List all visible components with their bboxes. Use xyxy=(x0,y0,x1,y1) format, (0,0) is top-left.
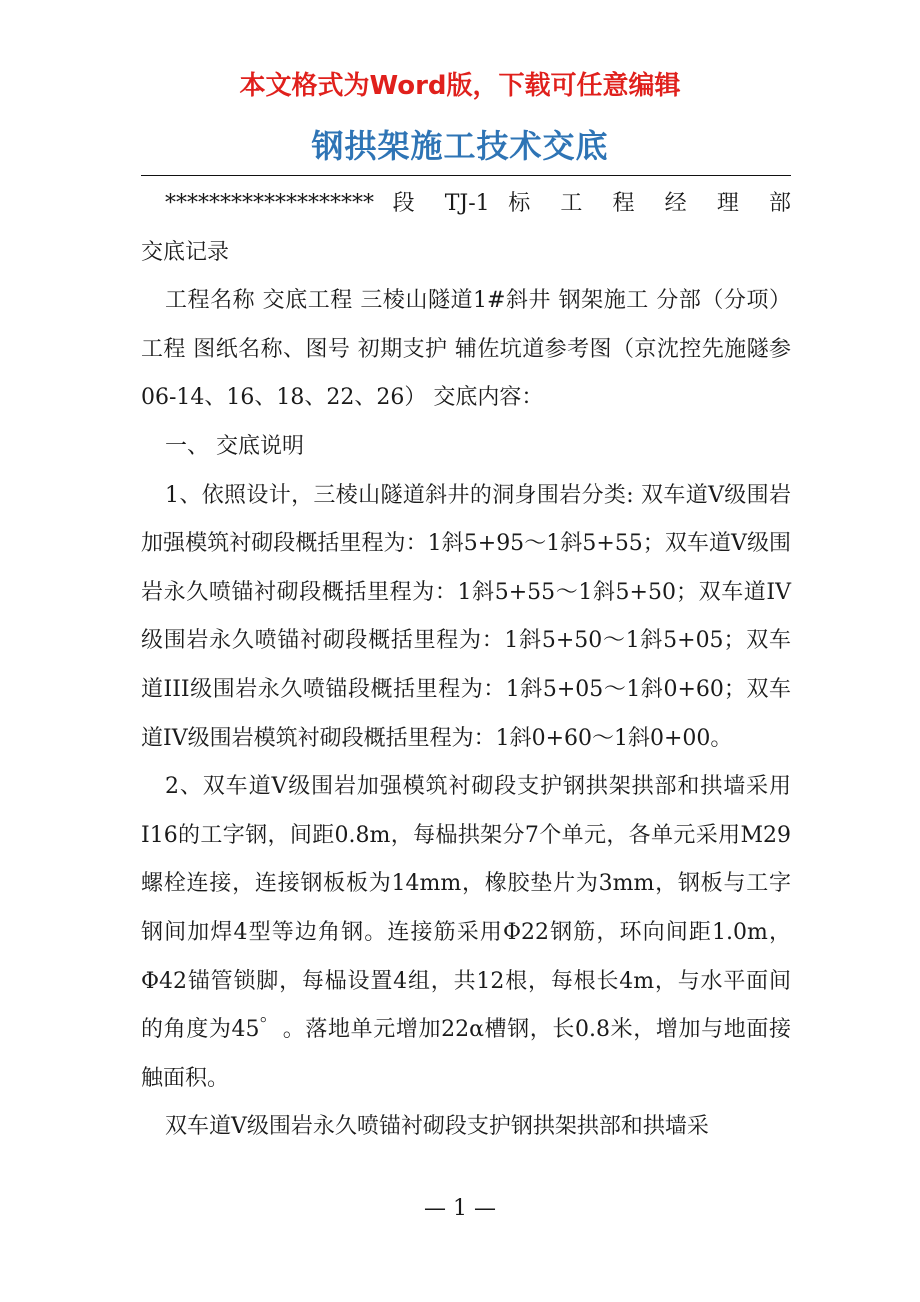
page-number: — 1 — xyxy=(424,1196,496,1221)
title-divider xyxy=(141,175,791,176)
paragraph-1: 1、依照设计，三棱山隧道斜井的洞身围岩分类: 双车道V级围岩加强模筑衬砌段概括里程为：1斜5+95～1斜5+55；双车道V级围岩永久喷锚衬砌段概括里程为：1斜5+55～1斜5+50；双车道IV级围岩永久喷锚衬砌段概括里程为：1斜5+50～1斜5+05；双车道III级围岩永久喷锚段概括里程为：1斜5+05～1斜0+60；双车道IV级围岩模筑衬砌段概括里程为：1斜0+60～1斜0+00。 xyxy=(141,482,791,751)
header-line-2: 交底记录 xyxy=(141,239,230,265)
paragraph-3: 双车道Ⅴ级围岩永久喷锚衬砌段支护钢拱架拱部和拱墙采 xyxy=(165,1114,709,1140)
document-title: 钢拱架施工技术交底 xyxy=(311,127,609,165)
document-body xyxy=(141,180,791,1152)
paragraph-2: 2、双车道V级围岩加强模筑衬砌段支护钢拱架拱部和拱墙采用I16的工字钢，间距0.8m，每榀拱架分7个单元，各单元采用M29螺栓连接，连接钢板板为14mm，橡胶垫片为3mm，钢板与工字钢间加焊4型等边角钢。连接筋采用Φ22钢筋，环向间距1.0m，Φ42锚管锁脚，每榀设置4组，共12根，每根长4m，与水平面间的角度为45゜。落地单元增加22α槽钢，长0.8米，增加与地面接触面积。 xyxy=(141,774,791,1091)
download-banner: 本文格式为Word版，下载可任意编辑 xyxy=(239,71,681,101)
paragraph-project-info: 工程名称 交底工程 三棱山隧道1#斜井 钢架施工 分部（分项）工程 图纸名称、图号 初期支护 辅佐坑道参考图（京沈控先施隧参06-14、16、18、22、26） 交底内容： xyxy=(141,288,791,411)
header-line-1: ******************* 段 TJ-1 标 工 程 经 理 部 xyxy=(165,191,791,216)
section-heading: 一、 交底说明 xyxy=(165,433,304,459)
